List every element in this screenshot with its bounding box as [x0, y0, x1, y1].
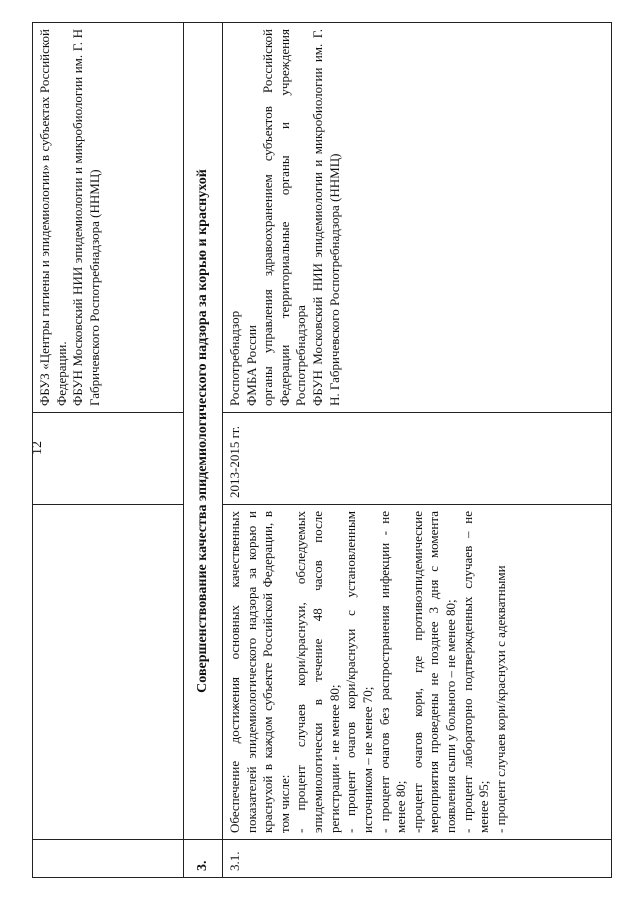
page-number: 12	[30, 441, 45, 455]
executor-line: ФБУН Московский НИИ эпидемиологии и микробиологии им. Г. Н. Габричевского Роспотребнадзора (ННМЦ)	[310, 29, 342, 406]
item-executors	[222, 23, 611, 413]
item-number: 3.1.	[222, 840, 611, 878]
task-line: - процент случаев кори/краснухи, обследуемых эпидемиологически в течение 48 часов после регистрации - не менее 80;	[293, 511, 342, 833]
item-period: 2013-2015 гг.	[222, 413, 611, 505]
cell-task	[33, 505, 184, 840]
executor-line: ФБУН Московский НИИ эпидемиологии и микробиологии им. Г. Н Габричевского Роспотребнадзора (ННМЦ)	[70, 29, 102, 406]
cell-executors	[33, 23, 184, 413]
section-title: Совершенствование качества эпидемиологического надзора за корью и краснухой	[184, 23, 223, 840]
cell-number	[33, 840, 184, 878]
task-line: -процент очагов кори, где противоэпидемические мероприятия проведены не позднее 3 дня с момента появления сыпи у больного – не менее 80;	[409, 511, 459, 833]
task-line: - процент очагов кори/краснухи с установленным источником – не менее 70;	[343, 511, 375, 833]
rotated-table-sheet	[32, 23, 608, 878]
executor-line: ФБУЗ «Центры гигиены и эпидемиологии» в субъектах Российской Федерации.	[37, 29, 69, 406]
executor-line: органы управления здравоохранением субъектов Российской Федерации территориальные органы и учреждения Роспотребнадзора	[260, 29, 309, 406]
executor-line: ФМБА России	[243, 325, 259, 406]
plan-table	[32, 22, 612, 878]
task-line: - процент случаев кори/краснухи с адекватными	[492, 565, 508, 833]
section-number: 3.	[184, 840, 223, 878]
task-line: Обеспечение достижения основных качественных показателей эпидемиологического надзора за корью и краснухой в каждом субъекте Российской Федерации, в том числе:	[226, 511, 292, 833]
section-row	[184, 23, 223, 878]
task-line: - процент очагов без распространения инфекции - не менее 80;	[376, 511, 409, 833]
item-task	[222, 505, 611, 840]
executor-line: Роспотребнадзор	[226, 310, 242, 406]
cell-period	[33, 413, 184, 505]
table-row	[33, 23, 184, 878]
task-line: - процент лабораторно подтвержденных случаев – не менее 95;	[459, 511, 492, 833]
table-row	[222, 23, 611, 878]
